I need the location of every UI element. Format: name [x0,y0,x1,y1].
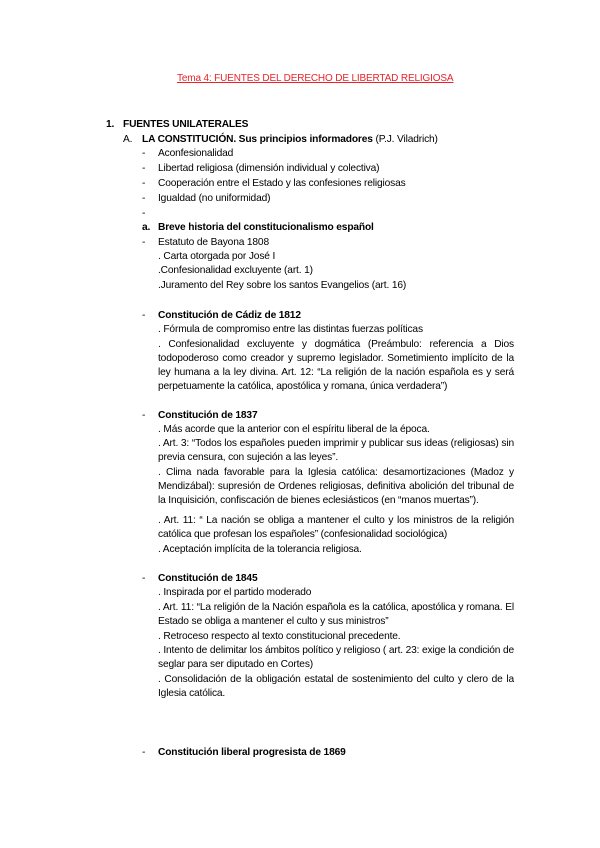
c1837-paragraph: . Aceptación implícita de la tolerancia religiosa. [158,544,362,555]
c1837-paragraph: . Art. 3: “Todos los españoles pueden imprimir y publicar sus ideas (religiosas) sin previa censura, con sujeción a las leyes”. [158,438,514,463]
section-a-author: (P.J. Viladrich) [372,134,438,145]
c1845-paragraph: . Consolidación de la obligación estatal de sostenimiento del culto y clero de la Iglesia católica. [158,674,514,699]
list-item: Aconfesionalidad [158,148,234,159]
list-dash: - [142,208,146,219]
section-1-number: 1. [106,119,115,130]
list-item: Cooperación entre el Estado y las confesiones religiosas [158,178,406,189]
list-dash: - [142,573,146,584]
section-a-heading [142,133,438,147]
section-1-title: FUENTES UNILATERALES [123,119,249,130]
c1845-paragraph: . Retroceso respecto al texto constitucional precedente. [158,631,401,642]
section-a-letter: A. [123,134,133,145]
c1845-paragraph: . Inspirada por el partido moderado [158,587,312,598]
section-a-title: LA CONSTITUCIÓN. Sus principios informadores [142,134,373,145]
bayona-line: .Juramento del Rey sobre los santos Evangelios (art. 16) [158,280,407,291]
cadiz-title: Constitución de Cádiz de 1812 [158,310,301,321]
list-dash: - [142,410,146,421]
list-item: Libertad religiosa (dimensión individual y colectiva) [158,163,380,174]
list-dash: - [142,193,146,204]
bayona-title: Estatuto de Bayona 1808 [158,237,269,248]
c1845-paragraph: . Intento de delimitar los ámbitos político y religioso ( art. 23: exige la condición de seglar para ser diputado en Cortes) [158,645,515,670]
bayona-line: . Carta otorgada por José I [158,251,276,262]
document-title: Tema 4: FUENTES DEL DERECHO DE LIBERTAD RELIGIOSA [177,73,454,84]
list-dash: - [142,237,146,248]
bayona-line: .Confesionalidad excluyente (art. 1) [158,265,313,276]
list-dash: - [142,148,146,159]
cadiz-paragraph: . Fórmula de compromiso entre las distintas fuerzas políticas [158,324,423,335]
subsection-a-title: Breve historia del constitucionalismo español [158,222,374,233]
c1845-title: Constitución de 1845 [158,573,258,584]
c1837-paragraph: . Más acorde que la anterior con el espíritu liberal de la época. [158,424,430,435]
list-dash: - [142,310,146,321]
c1837-paragraph: . Art. 11: “ La nación se obliga a mantener el culto y los ministros de la religión católica que profesan los españoles” (confesionalidad sociológica) [158,515,514,540]
c1845-paragraph: . Art. 11: “La religión de la Nación española es la católica, apostólica y romana. El Estado se obliga a mantener el culto y sus ministros” [158,602,514,627]
list-dash: - [142,178,146,189]
list-dash: - [142,747,146,758]
list-dash: - [142,163,146,174]
c1869-title: Constitución liberal progresista de 1869 [158,747,346,758]
list-item: Igualdad (no uniformidad) [158,193,271,204]
c1837-paragraph: . Clima nada favorable para la Iglesia católica: desamortizaciones (Madoz y Mendizábal): supresión de Ordenes religiosas, definitiva abolición del tribunal de la Inquisición, confiscación de bienes eclesiásticos (en “manos muertas”). [158,467,514,506]
subsection-a-letter: a. [142,222,151,233]
cadiz-paragraph: . Confesionalidad excluyente y dogmática (Preámbulo: referencia a Dios todopoderoso como creador y supremo legislador. Sometimiento implícito de la ley humana a la ley divina. Art. 12: “La religión de la nación española es y será perpetuamente la católica, apostólica y romana, única verdadera”) [158,339,514,392]
c1837-title: Constitución de 1837 [158,410,258,421]
